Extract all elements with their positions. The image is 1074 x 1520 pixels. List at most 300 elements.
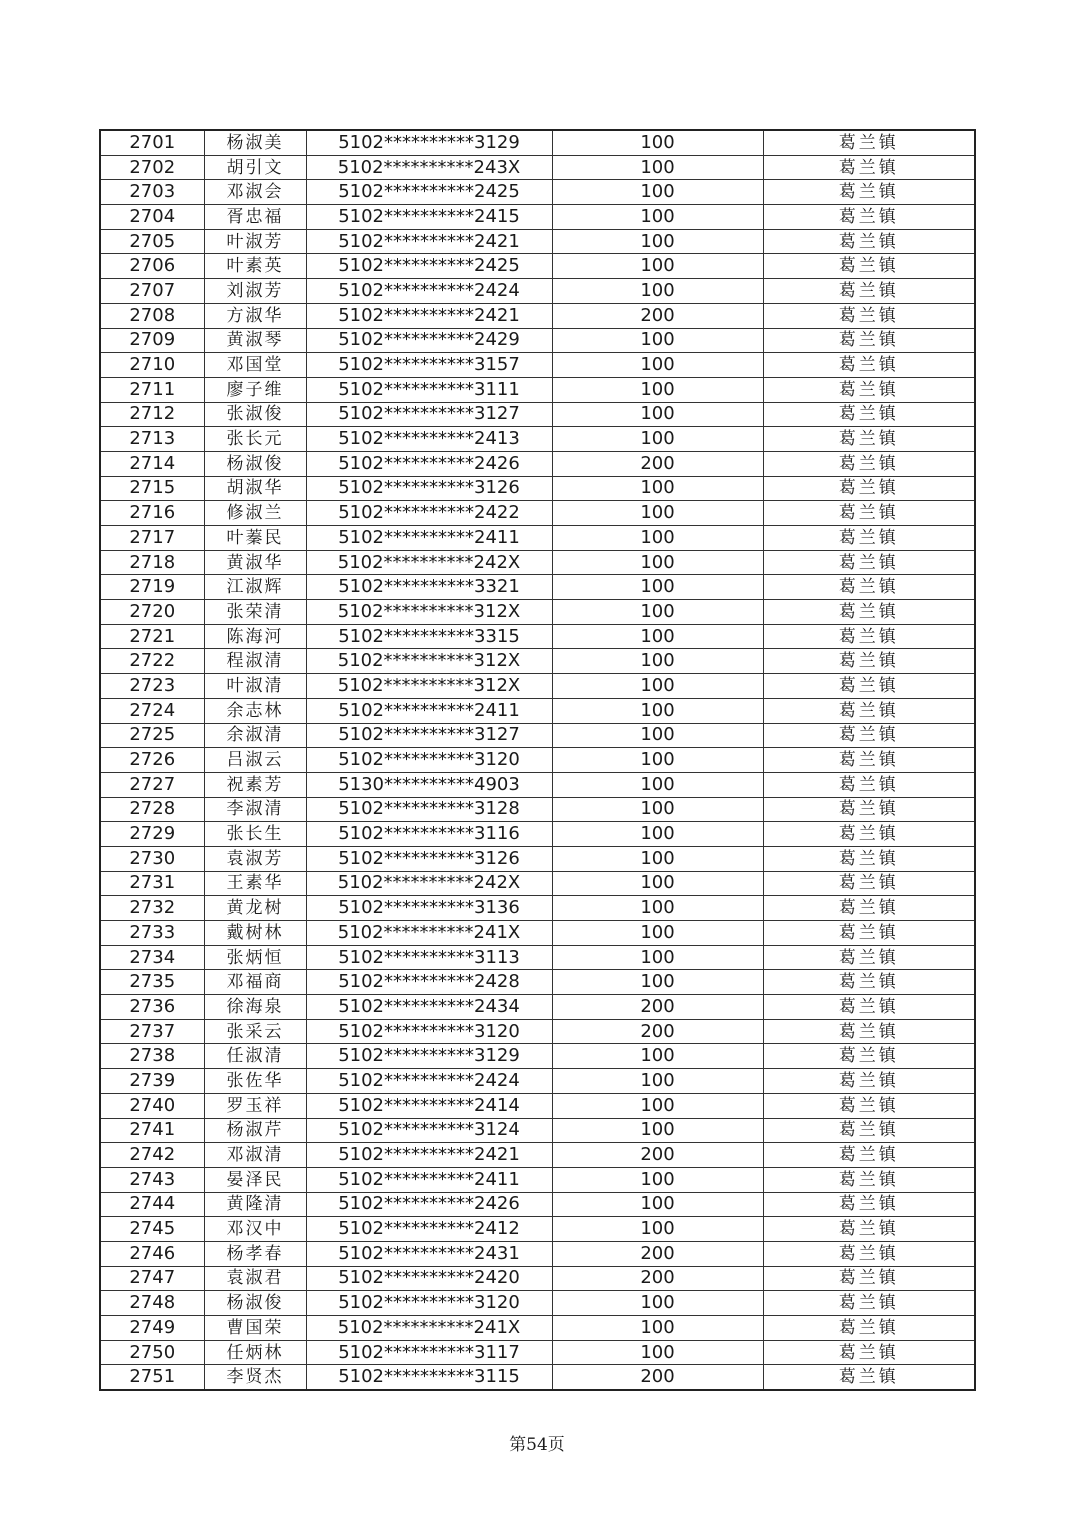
table-row bbox=[100, 921, 975, 946]
row-number-cell: 2719 bbox=[100, 575, 204, 600]
row-number-cell: 2745 bbox=[100, 1217, 204, 1242]
town-cell: 葛兰镇 bbox=[763, 328, 975, 353]
amount-cell: 100 bbox=[552, 1316, 763, 1341]
table-row bbox=[100, 945, 975, 970]
row-number-cell: 2749 bbox=[100, 1316, 204, 1341]
name-cell: 叶蓁民 bbox=[204, 526, 306, 551]
amount-cell: 100 bbox=[552, 797, 763, 822]
table-row bbox=[100, 748, 975, 773]
amount-cell: 100 bbox=[552, 501, 763, 526]
table-row bbox=[100, 526, 975, 551]
row-number-cell: 2707 bbox=[100, 279, 204, 304]
table-row bbox=[100, 896, 975, 921]
id-number-cell: 5102**********3120 bbox=[306, 1019, 552, 1044]
amount-cell: 100 bbox=[552, 1044, 763, 1069]
name-cell: 廖子维 bbox=[204, 377, 306, 402]
id-number-cell: 5102**********3136 bbox=[306, 896, 552, 921]
amount-cell: 100 bbox=[552, 526, 763, 551]
town-cell: 葛兰镇 bbox=[763, 871, 975, 896]
name-cell: 邓国堂 bbox=[204, 353, 306, 378]
name-cell: 袁淑芳 bbox=[204, 846, 306, 871]
amount-cell: 200 bbox=[552, 451, 763, 476]
row-number-cell: 2701 bbox=[100, 130, 204, 155]
table-row bbox=[100, 1044, 975, 1069]
row-number-cell: 2751 bbox=[100, 1365, 204, 1390]
town-cell: 葛兰镇 bbox=[763, 130, 975, 155]
town-cell: 葛兰镇 bbox=[763, 254, 975, 279]
row-number-cell: 2733 bbox=[100, 921, 204, 946]
table-row bbox=[100, 600, 975, 625]
table-row bbox=[100, 279, 975, 304]
amount-cell: 100 bbox=[552, 575, 763, 600]
town-cell: 葛兰镇 bbox=[763, 624, 975, 649]
town-cell: 葛兰镇 bbox=[763, 649, 975, 674]
row-number-cell: 2735 bbox=[100, 970, 204, 995]
town-cell: 葛兰镇 bbox=[763, 896, 975, 921]
row-number-cell: 2747 bbox=[100, 1266, 204, 1291]
amount-cell: 100 bbox=[552, 846, 763, 871]
amount-cell: 100 bbox=[552, 1192, 763, 1217]
table-row bbox=[100, 1316, 975, 1341]
town-cell: 葛兰镇 bbox=[763, 427, 975, 452]
name-cell: 胥忠福 bbox=[204, 205, 306, 230]
town-cell: 葛兰镇 bbox=[763, 229, 975, 254]
row-number-cell: 2722 bbox=[100, 649, 204, 674]
amount-cell: 100 bbox=[552, 674, 763, 699]
amount-cell: 100 bbox=[552, 353, 763, 378]
id-number-cell: 5102**********3126 bbox=[306, 846, 552, 871]
name-cell: 邓淑会 bbox=[204, 180, 306, 205]
amount-cell: 200 bbox=[552, 303, 763, 328]
row-number-cell: 2717 bbox=[100, 526, 204, 551]
name-cell: 黄隆清 bbox=[204, 1192, 306, 1217]
town-cell: 葛兰镇 bbox=[763, 451, 975, 476]
row-number-cell: 2712 bbox=[100, 402, 204, 427]
row-number-cell: 2710 bbox=[100, 353, 204, 378]
id-number-cell: 5102**********312X bbox=[306, 674, 552, 699]
id-number-cell: 5102**********2411 bbox=[306, 526, 552, 551]
row-number-cell: 2714 bbox=[100, 451, 204, 476]
table-row bbox=[100, 995, 975, 1020]
name-cell: 邓福商 bbox=[204, 970, 306, 995]
row-number-cell: 2731 bbox=[100, 871, 204, 896]
table-row bbox=[100, 476, 975, 501]
id-number-cell: 5102**********2424 bbox=[306, 1069, 552, 1094]
town-cell: 葛兰镇 bbox=[763, 575, 975, 600]
row-number-cell: 2741 bbox=[100, 1118, 204, 1143]
table-row bbox=[100, 1069, 975, 1094]
table-row bbox=[100, 846, 975, 871]
town-cell: 葛兰镇 bbox=[763, 1143, 975, 1168]
id-number-cell: 5102**********3116 bbox=[306, 822, 552, 847]
town-cell: 葛兰镇 bbox=[763, 1069, 975, 1094]
town-cell: 葛兰镇 bbox=[763, 1316, 975, 1341]
table-row bbox=[100, 822, 975, 847]
name-cell: 叶淑芳 bbox=[204, 229, 306, 254]
table-row bbox=[100, 1291, 975, 1316]
amount-cell: 100 bbox=[552, 1167, 763, 1192]
amount-cell: 100 bbox=[552, 723, 763, 748]
row-number-cell: 2706 bbox=[100, 254, 204, 279]
id-number-cell: 5102**********2425 bbox=[306, 254, 552, 279]
id-number-cell: 5102**********3128 bbox=[306, 797, 552, 822]
row-number-cell: 2705 bbox=[100, 229, 204, 254]
name-cell: 李淑清 bbox=[204, 797, 306, 822]
table-row bbox=[100, 501, 975, 526]
row-number-cell: 2740 bbox=[100, 1093, 204, 1118]
name-cell: 张长元 bbox=[204, 427, 306, 452]
id-number-cell: 5102**********3113 bbox=[306, 945, 552, 970]
town-cell: 葛兰镇 bbox=[763, 279, 975, 304]
amount-cell: 100 bbox=[552, 254, 763, 279]
table-row bbox=[100, 797, 975, 822]
amount-cell: 100 bbox=[552, 896, 763, 921]
name-cell: 刘淑芳 bbox=[204, 279, 306, 304]
row-number-cell: 2725 bbox=[100, 723, 204, 748]
table-row bbox=[100, 229, 975, 254]
row-number-cell: 2702 bbox=[100, 155, 204, 180]
row-number-cell: 2728 bbox=[100, 797, 204, 822]
amount-cell: 100 bbox=[552, 772, 763, 797]
table-row bbox=[100, 723, 975, 748]
amount-cell: 100 bbox=[552, 1340, 763, 1365]
name-cell: 黄淑琴 bbox=[204, 328, 306, 353]
amount-cell: 100 bbox=[552, 1118, 763, 1143]
name-cell: 罗玉祥 bbox=[204, 1093, 306, 1118]
table-row bbox=[100, 1167, 975, 1192]
id-number-cell: 5102**********2424 bbox=[306, 279, 552, 304]
town-cell: 葛兰镇 bbox=[763, 476, 975, 501]
row-number-cell: 2746 bbox=[100, 1241, 204, 1266]
town-cell: 葛兰镇 bbox=[763, 600, 975, 625]
town-cell: 葛兰镇 bbox=[763, 1365, 975, 1390]
amount-cell: 100 bbox=[552, 970, 763, 995]
row-number-cell: 2732 bbox=[100, 896, 204, 921]
name-cell: 张炳恒 bbox=[204, 945, 306, 970]
amount-cell: 100 bbox=[552, 180, 763, 205]
table-row bbox=[100, 871, 975, 896]
town-cell: 葛兰镇 bbox=[763, 353, 975, 378]
name-cell: 张采云 bbox=[204, 1019, 306, 1044]
name-cell: 吕淑云 bbox=[204, 748, 306, 773]
row-number-cell: 2720 bbox=[100, 600, 204, 625]
name-cell: 袁淑君 bbox=[204, 1266, 306, 1291]
name-cell: 黄龙树 bbox=[204, 896, 306, 921]
amount-cell: 100 bbox=[552, 945, 763, 970]
town-cell: 葛兰镇 bbox=[763, 1167, 975, 1192]
row-number-cell: 2738 bbox=[100, 1044, 204, 1069]
town-cell: 葛兰镇 bbox=[763, 1192, 975, 1217]
town-cell: 葛兰镇 bbox=[763, 1241, 975, 1266]
id-number-cell: 5102**********2412 bbox=[306, 1217, 552, 1242]
amount-cell: 100 bbox=[552, 476, 763, 501]
town-cell: 葛兰镇 bbox=[763, 723, 975, 748]
town-cell: 葛兰镇 bbox=[763, 377, 975, 402]
row-number-cell: 2734 bbox=[100, 945, 204, 970]
name-cell: 祝素芳 bbox=[204, 772, 306, 797]
id-number-cell: 5102**********3117 bbox=[306, 1340, 552, 1365]
table-row bbox=[100, 377, 975, 402]
table-row bbox=[100, 130, 975, 155]
row-number-cell: 2708 bbox=[100, 303, 204, 328]
town-cell: 葛兰镇 bbox=[763, 846, 975, 871]
page-number: 第54页 bbox=[509, 1435, 565, 1455]
row-number-cell: 2713 bbox=[100, 427, 204, 452]
table-row bbox=[100, 1365, 975, 1390]
name-cell: 叶淑清 bbox=[204, 674, 306, 699]
table-row bbox=[100, 1019, 975, 1044]
amount-cell: 100 bbox=[552, 921, 763, 946]
table-row bbox=[100, 303, 975, 328]
name-cell: 曹国荣 bbox=[204, 1316, 306, 1341]
id-number-cell: 5102**********3129 bbox=[306, 130, 552, 155]
id-number-cell: 5102**********242X bbox=[306, 871, 552, 896]
town-cell: 葛兰镇 bbox=[763, 970, 975, 995]
table-row bbox=[100, 772, 975, 797]
amount-cell: 100 bbox=[552, 130, 763, 155]
table-row bbox=[100, 328, 975, 353]
amount-cell: 200 bbox=[552, 1019, 763, 1044]
id-number-cell: 5102**********2421 bbox=[306, 303, 552, 328]
town-cell: 葛兰镇 bbox=[763, 180, 975, 205]
amount-cell: 100 bbox=[552, 205, 763, 230]
id-number-cell: 5102**********3120 bbox=[306, 748, 552, 773]
amount-cell: 100 bbox=[552, 1069, 763, 1094]
town-cell: 葛兰镇 bbox=[763, 205, 975, 230]
name-cell: 邓汉中 bbox=[204, 1217, 306, 1242]
id-number-cell: 5102**********3124 bbox=[306, 1118, 552, 1143]
amount-cell: 200 bbox=[552, 1365, 763, 1390]
town-cell: 葛兰镇 bbox=[763, 1118, 975, 1143]
town-cell: 葛兰镇 bbox=[763, 1291, 975, 1316]
amount-cell: 100 bbox=[552, 279, 763, 304]
name-cell: 晏泽民 bbox=[204, 1167, 306, 1192]
table-row bbox=[100, 1266, 975, 1291]
town-cell: 葛兰镇 bbox=[763, 1044, 975, 1069]
name-cell: 李贤杰 bbox=[204, 1365, 306, 1390]
amount-cell: 200 bbox=[552, 995, 763, 1020]
id-number-cell: 5102**********3129 bbox=[306, 1044, 552, 1069]
id-number-cell: 5102**********2426 bbox=[306, 1192, 552, 1217]
town-cell: 葛兰镇 bbox=[763, 921, 975, 946]
id-number-cell: 5102**********3321 bbox=[306, 575, 552, 600]
table-row bbox=[100, 1143, 975, 1168]
id-number-cell: 5102**********242X bbox=[306, 550, 552, 575]
amount-cell: 100 bbox=[552, 427, 763, 452]
table-row bbox=[100, 180, 975, 205]
town-cell: 葛兰镇 bbox=[763, 550, 975, 575]
town-cell: 葛兰镇 bbox=[763, 1266, 975, 1291]
row-number-cell: 2721 bbox=[100, 624, 204, 649]
table-row bbox=[100, 575, 975, 600]
amount-cell: 100 bbox=[552, 328, 763, 353]
id-number-cell: 5102**********2421 bbox=[306, 229, 552, 254]
amount-cell: 100 bbox=[552, 1217, 763, 1242]
id-number-cell: 5102**********2428 bbox=[306, 970, 552, 995]
amount-cell: 100 bbox=[552, 550, 763, 575]
id-number-cell: 5102**********3127 bbox=[306, 402, 552, 427]
town-cell: 葛兰镇 bbox=[763, 402, 975, 427]
name-cell: 修淑兰 bbox=[204, 501, 306, 526]
row-number-cell: 2715 bbox=[100, 476, 204, 501]
table-row bbox=[100, 1192, 975, 1217]
name-cell: 徐海泉 bbox=[204, 995, 306, 1020]
table-row bbox=[100, 550, 975, 575]
name-cell: 余淑清 bbox=[204, 723, 306, 748]
town-cell: 葛兰镇 bbox=[763, 995, 975, 1020]
name-cell: 张佐华 bbox=[204, 1069, 306, 1094]
id-number-cell: 5130**********4903 bbox=[306, 772, 552, 797]
row-number-cell: 2723 bbox=[100, 674, 204, 699]
roster-table-body bbox=[100, 130, 975, 1390]
name-cell: 胡引文 bbox=[204, 155, 306, 180]
id-number-cell: 5102**********2421 bbox=[306, 1143, 552, 1168]
name-cell: 邓淑清 bbox=[204, 1143, 306, 1168]
row-number-cell: 2742 bbox=[100, 1143, 204, 1168]
amount-cell: 200 bbox=[552, 1266, 763, 1291]
id-number-cell: 5102**********2415 bbox=[306, 205, 552, 230]
id-number-cell: 5102**********2411 bbox=[306, 1167, 552, 1192]
row-number-cell: 2737 bbox=[100, 1019, 204, 1044]
amount-cell: 100 bbox=[552, 229, 763, 254]
table-row bbox=[100, 402, 975, 427]
row-number-cell: 2703 bbox=[100, 180, 204, 205]
id-number-cell: 5102**********2429 bbox=[306, 328, 552, 353]
id-number-cell: 5102**********2434 bbox=[306, 995, 552, 1020]
name-cell: 任炳林 bbox=[204, 1340, 306, 1365]
roster-table bbox=[99, 129, 976, 1391]
table-row bbox=[100, 427, 975, 452]
town-cell: 葛兰镇 bbox=[763, 155, 975, 180]
id-number-cell: 5102**********2422 bbox=[306, 501, 552, 526]
id-number-cell: 5102**********241X bbox=[306, 1316, 552, 1341]
id-number-cell: 5102**********3126 bbox=[306, 476, 552, 501]
town-cell: 葛兰镇 bbox=[763, 526, 975, 551]
row-number-cell: 2729 bbox=[100, 822, 204, 847]
name-cell: 王素华 bbox=[204, 871, 306, 896]
name-cell: 陈海河 bbox=[204, 624, 306, 649]
name-cell: 黄淑华 bbox=[204, 550, 306, 575]
town-cell: 葛兰镇 bbox=[763, 1217, 975, 1242]
row-number-cell: 2744 bbox=[100, 1192, 204, 1217]
id-number-cell: 5102**********3127 bbox=[306, 723, 552, 748]
town-cell: 葛兰镇 bbox=[763, 698, 975, 723]
name-cell: 江淑辉 bbox=[204, 575, 306, 600]
row-number-cell: 2711 bbox=[100, 377, 204, 402]
id-number-cell: 5102**********2411 bbox=[306, 698, 552, 723]
id-number-cell: 5102**********2413 bbox=[306, 427, 552, 452]
name-cell: 杨淑美 bbox=[204, 130, 306, 155]
id-number-cell: 5102**********3111 bbox=[306, 377, 552, 402]
row-number-cell: 2730 bbox=[100, 846, 204, 871]
id-number-cell: 5102**********2425 bbox=[306, 180, 552, 205]
name-cell: 张淑俊 bbox=[204, 402, 306, 427]
name-cell: 余志林 bbox=[204, 698, 306, 723]
table-row bbox=[100, 254, 975, 279]
row-number-cell: 2709 bbox=[100, 328, 204, 353]
town-cell: 葛兰镇 bbox=[763, 1340, 975, 1365]
name-cell: 杨淑俊 bbox=[204, 1291, 306, 1316]
table-row bbox=[100, 1093, 975, 1118]
row-number-cell: 2718 bbox=[100, 550, 204, 575]
id-number-cell: 5102**********2420 bbox=[306, 1266, 552, 1291]
table-row bbox=[100, 649, 975, 674]
row-number-cell: 2739 bbox=[100, 1069, 204, 1094]
town-cell: 葛兰镇 bbox=[763, 303, 975, 328]
table-row bbox=[100, 1118, 975, 1143]
amount-cell: 100 bbox=[552, 377, 763, 402]
id-number-cell: 5102**********2431 bbox=[306, 1241, 552, 1266]
id-number-cell: 5102**********3157 bbox=[306, 353, 552, 378]
id-number-cell: 5102**********312X bbox=[306, 649, 552, 674]
id-number-cell: 5102**********2426 bbox=[306, 451, 552, 476]
amount-cell: 100 bbox=[552, 624, 763, 649]
amount-cell: 100 bbox=[552, 155, 763, 180]
name-cell: 叶素英 bbox=[204, 254, 306, 279]
amount-cell: 100 bbox=[552, 402, 763, 427]
name-cell: 杨孝春 bbox=[204, 1241, 306, 1266]
amount-cell: 100 bbox=[552, 1093, 763, 1118]
table-row bbox=[100, 624, 975, 649]
name-cell: 戴树林 bbox=[204, 921, 306, 946]
name-cell: 程淑清 bbox=[204, 649, 306, 674]
name-cell: 胡淑华 bbox=[204, 476, 306, 501]
row-number-cell: 2743 bbox=[100, 1167, 204, 1192]
name-cell: 杨淑芹 bbox=[204, 1118, 306, 1143]
name-cell: 杨淑俊 bbox=[204, 451, 306, 476]
town-cell: 葛兰镇 bbox=[763, 822, 975, 847]
name-cell: 张荣清 bbox=[204, 600, 306, 625]
amount-cell: 100 bbox=[552, 600, 763, 625]
town-cell: 葛兰镇 bbox=[763, 748, 975, 773]
name-cell: 方淑华 bbox=[204, 303, 306, 328]
table-row bbox=[100, 1241, 975, 1266]
row-number-cell: 2704 bbox=[100, 205, 204, 230]
amount-cell: 100 bbox=[552, 871, 763, 896]
amount-cell: 200 bbox=[552, 1143, 763, 1168]
id-number-cell: 5102**********3315 bbox=[306, 624, 552, 649]
id-number-cell: 5102**********3120 bbox=[306, 1291, 552, 1316]
amount-cell: 100 bbox=[552, 698, 763, 723]
name-cell: 张长生 bbox=[204, 822, 306, 847]
id-number-cell: 5102**********241X bbox=[306, 921, 552, 946]
amount-cell: 100 bbox=[552, 748, 763, 773]
table-row bbox=[100, 1340, 975, 1365]
row-number-cell: 2727 bbox=[100, 772, 204, 797]
id-number-cell: 5102**********2414 bbox=[306, 1093, 552, 1118]
row-number-cell: 2736 bbox=[100, 995, 204, 1020]
row-number-cell: 2750 bbox=[100, 1340, 204, 1365]
table-row bbox=[100, 970, 975, 995]
table-row bbox=[100, 205, 975, 230]
town-cell: 葛兰镇 bbox=[763, 1019, 975, 1044]
table-row bbox=[100, 698, 975, 723]
table-row bbox=[100, 1217, 975, 1242]
row-number-cell: 2726 bbox=[100, 748, 204, 773]
amount-cell: 200 bbox=[552, 1241, 763, 1266]
amount-cell: 100 bbox=[552, 1291, 763, 1316]
town-cell: 葛兰镇 bbox=[763, 674, 975, 699]
row-number-cell: 2724 bbox=[100, 698, 204, 723]
town-cell: 葛兰镇 bbox=[763, 945, 975, 970]
row-number-cell: 2716 bbox=[100, 501, 204, 526]
id-number-cell: 5102**********243X bbox=[306, 155, 552, 180]
town-cell: 葛兰镇 bbox=[763, 1093, 975, 1118]
table-row bbox=[100, 155, 975, 180]
amount-cell: 100 bbox=[552, 649, 763, 674]
town-cell: 葛兰镇 bbox=[763, 501, 975, 526]
name-cell: 任淑清 bbox=[204, 1044, 306, 1069]
